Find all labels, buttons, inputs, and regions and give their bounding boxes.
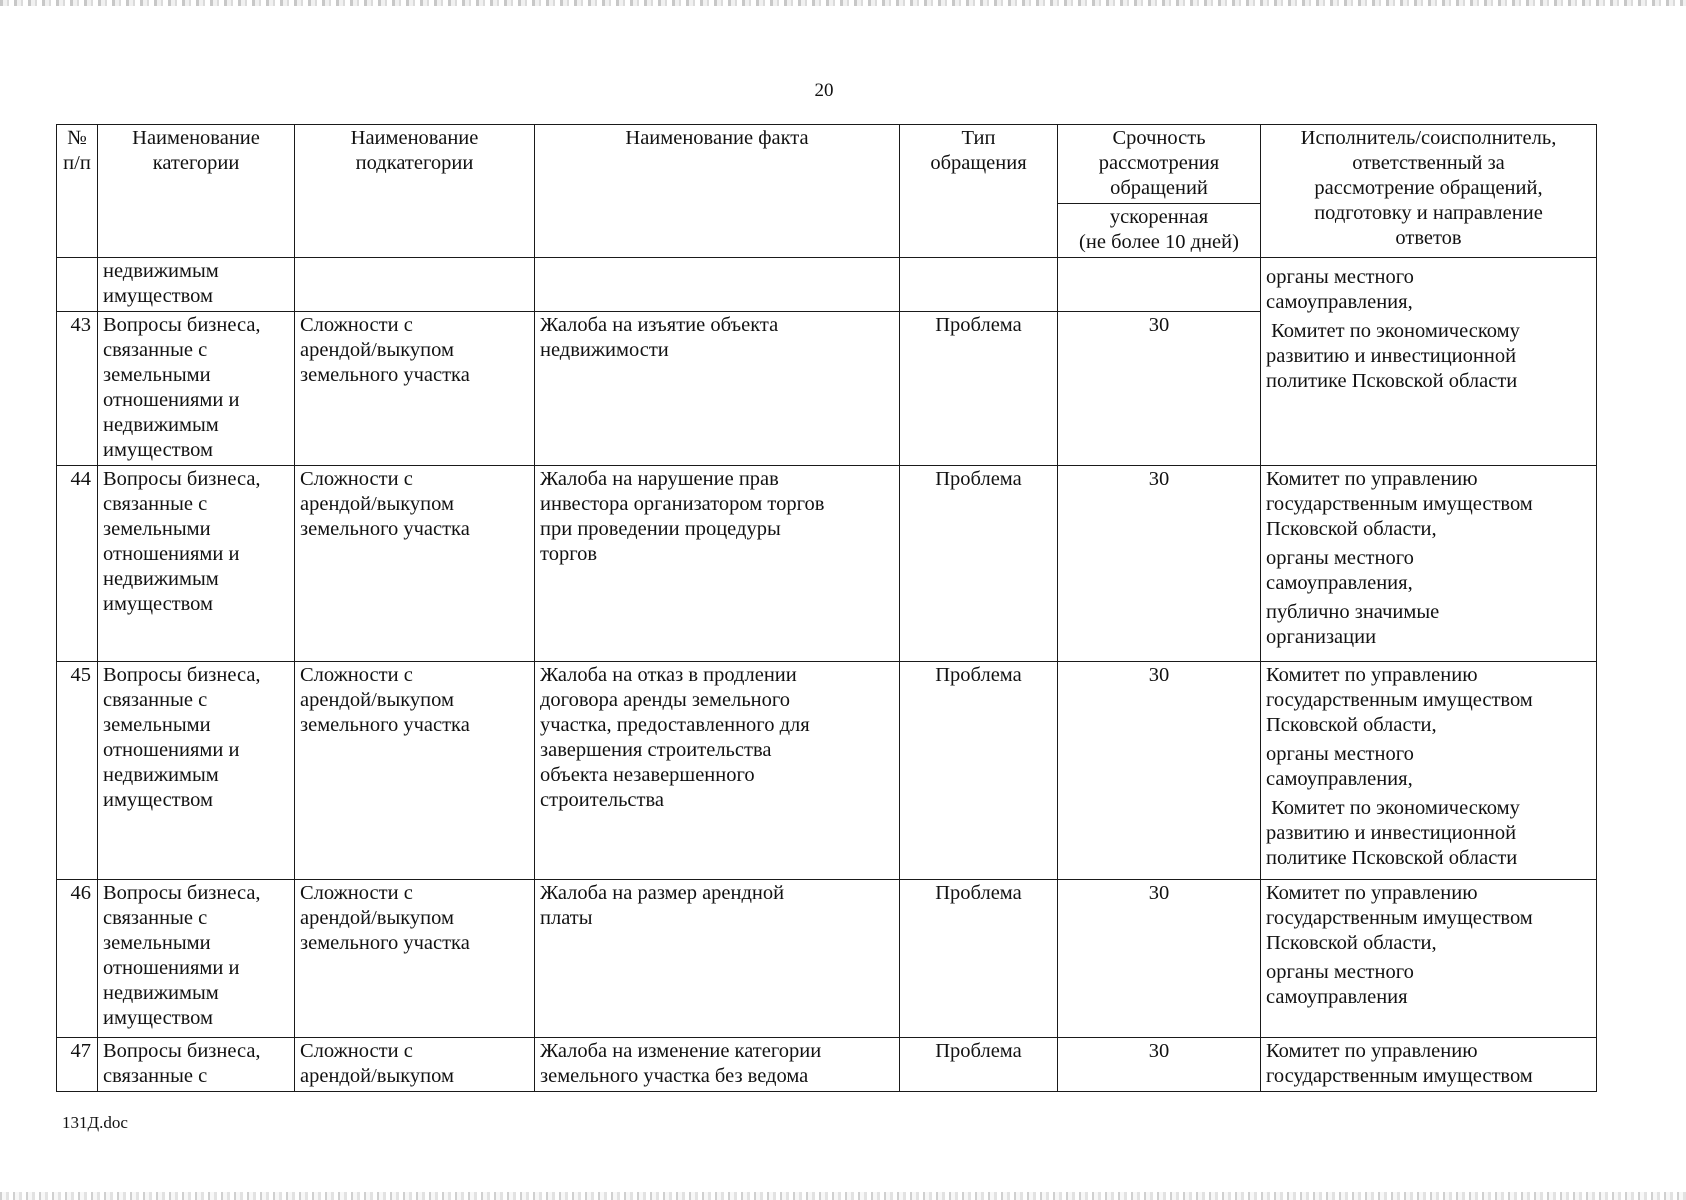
header-executor-line: Исполнитель/соисполнитель,: [1300, 127, 1557, 149]
cell-line: связанные с: [103, 907, 208, 929]
cell-line: органы местного: [1266, 743, 1414, 765]
cell-urgency: 30: [1058, 880, 1261, 1038]
table-row-continued: [57, 258, 1597, 312]
header-subcategory: [295, 125, 535, 258]
cell-subcategory: [295, 1038, 535, 1092]
cell-line: завершения строительства: [540, 739, 772, 761]
cell-num: 46: [57, 880, 98, 1038]
cell-type: Проблема: [900, 880, 1058, 1038]
scan-edge-top: [0, 0, 1686, 6]
table-header-row: [57, 125, 1597, 204]
cell-line: политике Псковской области: [1266, 370, 1518, 392]
cell-line: самоуправления: [1266, 986, 1408, 1008]
cell-line: арендой/выкупом: [300, 493, 454, 515]
cell-line: Вопросы бизнеса,: [103, 468, 261, 490]
cell-line: Жалоба на отказ в продлении: [540, 664, 797, 686]
cell-category: [98, 1038, 295, 1092]
header-num-line: №: [67, 127, 87, 149]
cell-line: земельного участка: [300, 714, 470, 736]
cell-line: Комитет по экономическому: [1266, 797, 1520, 819]
cell-line: Вопросы бизнеса,: [103, 314, 261, 336]
cell-type: Проблема: [900, 662, 1058, 880]
cell-executor: [1261, 880, 1597, 1038]
cell-line: Комитет по управлению: [1266, 1040, 1478, 1062]
cell-fact: [535, 1038, 900, 1092]
cell-line: публично значимые: [1266, 601, 1440, 623]
table-row: [57, 662, 1597, 880]
cell-urgency: 30: [1058, 466, 1261, 662]
cell-line: торгов: [540, 543, 598, 565]
header-urgency-sub-line: (не более 10 дней): [1079, 231, 1239, 253]
cell-line: недвижимым: [103, 982, 219, 1004]
cell-line: арендой/выкупом: [300, 1065, 454, 1087]
cell-fact: [535, 466, 900, 662]
header-executor: [1261, 125, 1597, 258]
cell-type: Проблема: [900, 1038, 1058, 1092]
cell-line: арендой/выкупом: [300, 689, 454, 711]
cell-type: Проблема: [900, 312, 1058, 466]
cell-line: Комитет по управлению: [1266, 468, 1478, 490]
cell-line: имуществом: [103, 593, 214, 615]
cell-fact: [535, 662, 900, 880]
cell-line: самоуправления,: [1266, 291, 1413, 313]
cell-line: связанные с: [103, 1065, 208, 1087]
cell-executor: [1261, 258, 1597, 466]
cell-line: отношениями и: [103, 543, 240, 565]
cell-subcategory: [295, 662, 535, 880]
header-urgency-sub-line: ускоренная: [1109, 206, 1209, 228]
cell-line: земельного участка: [300, 518, 470, 540]
header-urgency-accelerated: [1058, 204, 1261, 258]
cell-line: органы местного: [1266, 266, 1414, 288]
cell-line: Псковской области,: [1266, 518, 1437, 540]
cell-type: Проблема: [900, 466, 1058, 662]
cell-line: земельными: [103, 364, 211, 386]
cell-line: Сложности с: [300, 1040, 413, 1062]
cell-line: инвестора организатором торгов: [540, 493, 825, 515]
cell-line: связанные с: [103, 493, 208, 515]
header-category: [98, 125, 295, 258]
header-num: [57, 125, 98, 258]
cell-line: при проведении процедуры: [540, 518, 781, 540]
cell-line: Сложности с: [300, 882, 413, 904]
cell-line: Вопросы бизнеса,: [103, 1040, 261, 1062]
cell-line: Псковской области,: [1266, 714, 1437, 736]
cell-line: отношениями и: [103, 389, 240, 411]
header-category-line: категории: [152, 152, 240, 174]
header-executor-line: рассмотрение обращений,: [1314, 177, 1543, 199]
cell-category: [98, 880, 295, 1038]
header-executor-line: ответственный за: [1352, 152, 1505, 174]
cell-num: [57, 258, 98, 312]
header-fact: Наименование факта: [535, 125, 900, 258]
cell-line: организации: [1266, 626, 1377, 648]
cell-line: Вопросы бизнеса,: [103, 664, 261, 686]
footer-filename: 131Д.doc: [62, 1113, 128, 1132]
cell-subcategory: [295, 880, 535, 1038]
cell-line: объекта незавершенного: [540, 764, 755, 786]
header-urgency-line: обращений: [1110, 177, 1208, 199]
cell-line: недвижимости: [540, 339, 669, 361]
header-subcategory-line: Наименование: [350, 127, 479, 149]
cell-executor: [1261, 1038, 1597, 1092]
cell-line: политике Псковской области: [1266, 847, 1518, 869]
cell-line: земельного участка без ведома: [540, 1065, 809, 1087]
cell-line: имуществом: [103, 439, 214, 461]
header-num-line: п/п: [63, 152, 91, 174]
cell-line: государственным имуществом: [1266, 1065, 1533, 1087]
cell-urgency: 30: [1058, 662, 1261, 880]
header-type-line: Тип: [961, 127, 996, 149]
cell-line: договора аренды земельного: [540, 689, 791, 711]
cell-line: Жалоба на изменение категории: [540, 1040, 822, 1062]
page-number: 20: [814, 80, 834, 101]
appeals-table: [56, 124, 1597, 1092]
header-urgency-line: рассмотрения: [1098, 152, 1220, 174]
header-type: [900, 125, 1058, 258]
scan-edge-bottom: [0, 1192, 1686, 1200]
cell-line: имуществом: [103, 1007, 214, 1029]
cell-line: Жалоба на нарушение прав: [540, 468, 779, 490]
cell-line: участка, предоставленного для: [540, 714, 810, 736]
cell-category: [98, 312, 295, 466]
cell-line: отношениями и: [103, 739, 240, 761]
cell-line: строительства: [540, 789, 664, 811]
cell-line: государственным имуществом: [1266, 689, 1533, 711]
cell-line: государственным имуществом: [1266, 493, 1533, 515]
cell-category: [98, 662, 295, 880]
header-executor-line: ответов: [1395, 227, 1462, 249]
header-urgency-line: Срочность: [1112, 127, 1206, 149]
cell-line: Жалоба на изъятие объекта: [540, 314, 779, 336]
cell-line: самоуправления,: [1266, 572, 1413, 594]
cell-urgency: [1058, 258, 1261, 312]
cell-line: связанные с: [103, 689, 208, 711]
cell-line: платы: [540, 907, 593, 929]
cell-line: арендой/выкупом: [300, 907, 454, 929]
cell-urgency: 30: [1058, 1038, 1261, 1092]
cell-line: государственным имуществом: [1266, 907, 1533, 929]
cell-fact: [535, 312, 900, 466]
cell-subcategory: [295, 312, 535, 466]
cell-num: 44: [57, 466, 98, 662]
header-type-line: обращения: [930, 152, 1027, 174]
table-row: [57, 466, 1597, 662]
cell-subcategory: [295, 466, 535, 662]
cell-line: отношениями и: [103, 957, 240, 979]
cell-line: недвижимым: [103, 764, 219, 786]
cell-line: связанные с: [103, 339, 208, 361]
cell-num: 43: [57, 312, 98, 466]
cell-line: органы местного: [1266, 961, 1414, 983]
cell-line: Псковской области,: [1266, 932, 1437, 954]
cell-line: Жалоба на размер арендной: [540, 882, 785, 904]
cell-line: недвижимым: [103, 414, 219, 436]
cell-category: [98, 466, 295, 662]
cell-line: имуществом: [103, 789, 214, 811]
cell-line: земельного участка: [300, 364, 470, 386]
cell-line: Вопросы бизнеса,: [103, 882, 261, 904]
cell-executor: [1261, 466, 1597, 662]
cell-type: [900, 258, 1058, 312]
cell-subcategory: [295, 258, 535, 312]
header-subcategory-line: подкатегории: [355, 152, 474, 174]
cell-line: развитию и инвестиционной: [1266, 345, 1517, 367]
cell-line: Сложности с: [300, 314, 413, 336]
header-urgency: [1058, 125, 1261, 204]
cell-line: земельными: [103, 714, 211, 736]
cell-line: Комитет по управлению: [1266, 664, 1478, 686]
cell-line: Сложности с: [300, 664, 413, 686]
cell-category: [98, 258, 295, 312]
cell-line: недвижимым: [103, 568, 219, 590]
table-row: [57, 1038, 1597, 1092]
cell-num: 47: [57, 1038, 98, 1092]
cell-line: Комитет по экономическому: [1266, 320, 1520, 342]
cell-fact: [535, 258, 900, 312]
header-executor-line: подготовку и направление: [1314, 202, 1543, 224]
cell-line: самоуправления,: [1266, 768, 1413, 790]
cell-line: развитию и инвестиционной: [1266, 822, 1517, 844]
cell-line: Сложности с: [300, 468, 413, 490]
table-row: [57, 880, 1597, 1038]
cell-line: земельными: [103, 518, 211, 540]
cell-line: недвижимым: [103, 260, 219, 282]
cell-fact: [535, 880, 900, 1038]
cell-line: Комитет по управлению: [1266, 882, 1478, 904]
cell-line: имуществом: [103, 285, 214, 307]
cell-line: органы местного: [1266, 547, 1414, 569]
cell-num: 45: [57, 662, 98, 880]
cell-urgency: 30: [1058, 312, 1261, 466]
header-category-line: Наименование: [132, 127, 260, 149]
cell-line: арендой/выкупом: [300, 339, 454, 361]
cell-line: земельного участка: [300, 932, 470, 954]
cell-executor: [1261, 662, 1597, 880]
cell-line: земельными: [103, 932, 211, 954]
